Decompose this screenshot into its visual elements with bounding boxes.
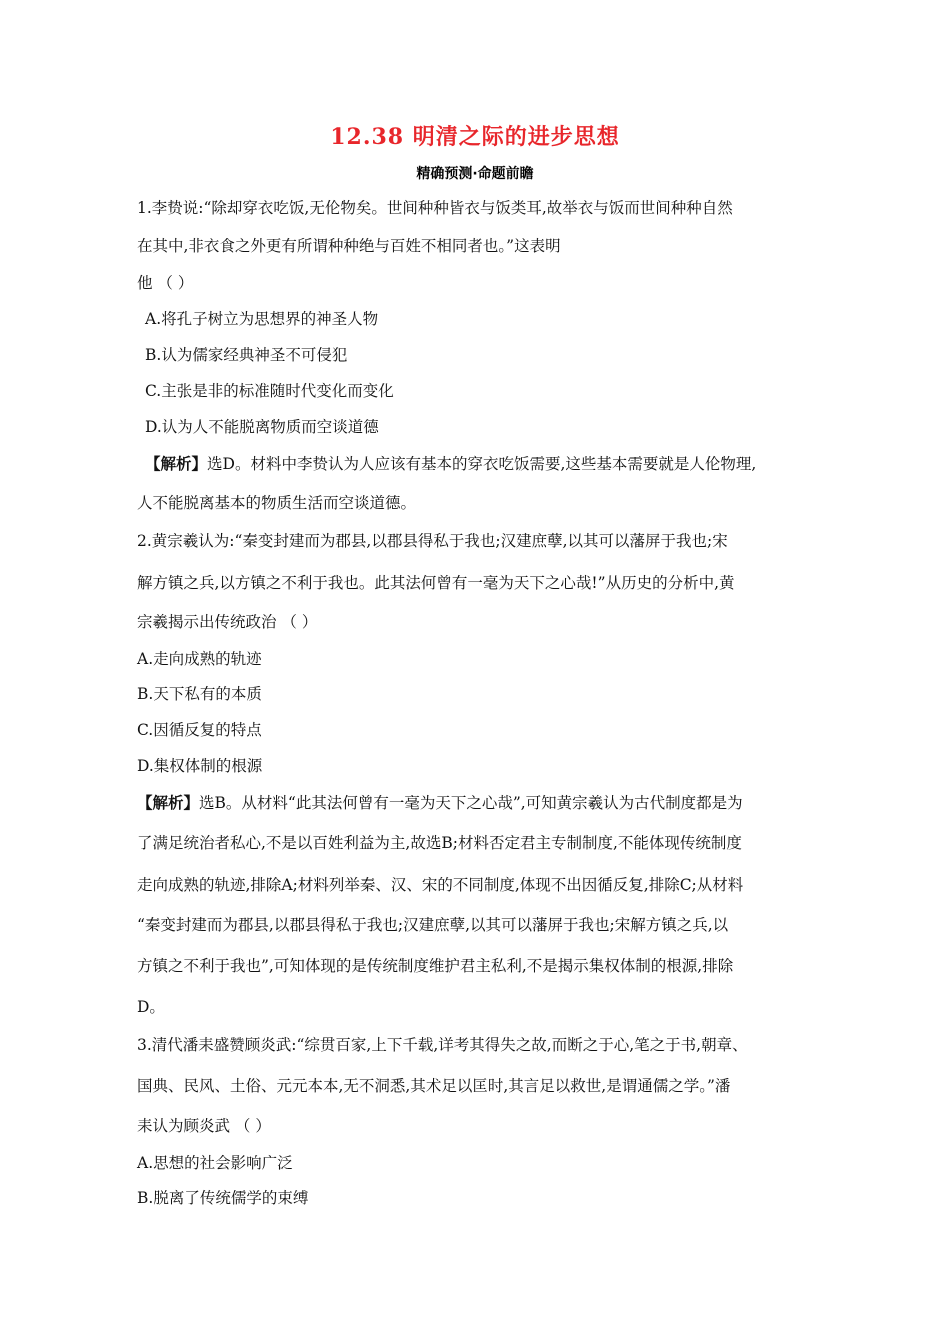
q1-option-c: C.主张是非的标准随时代变化而变化: [145, 382, 394, 400]
q1-option-d: D.认为人不能脱离物质而空谈道德: [145, 418, 379, 436]
q2-analysis-line-3: 走向成熟的轨迹,排除A;材料列举秦、汉、宋的不同制度,体现不出因循反复,排除C;从材料: [137, 876, 744, 894]
q2-analysis-line-6: D。: [137, 998, 165, 1016]
q1-analysis-line-1: [145, 454, 835, 474]
q2-analysis-line-5: 方镇之不利于我也”,可知体现的是传统制度维护君主私利,不是揭示集权体制的根源,排除: [137, 957, 734, 975]
q2-analysis-line-4: “秦变封建而为郡县,以郡县得私于我也;汉建庶孽,以其可以藩屏于我也;宋解方镇之兵,以: [137, 916, 729, 934]
q1-stem-line-3: 他 （ ）: [137, 274, 194, 292]
q1-analysis-tag: 【解析】: [145, 454, 208, 473]
q2-option-d: D.集权体制的根源: [137, 757, 263, 775]
q2-analysis-text: 选B。从材料“此其法何曾有一毫为天下之心哉”,可知黄宗羲认为古代制度都是为: [199, 794, 743, 812]
q2-stem-line-1: 2.黄宗羲认为:“秦变封建而为郡县,以郡县得私于我也;汉建庶孽,以其可以藩屏于我也;宋: [137, 532, 728, 550]
q2-analysis-line-2: 了满足统治者私心,不是以百姓利益为主,故选B;材料否定君主专制制度,不能体现传统制度: [137, 834, 742, 852]
q1-option-b: B.认为儒家经典神圣不可侵犯: [145, 346, 348, 364]
q2-stem-line-3: 宗羲揭示出传统政治 （ ）: [137, 613, 318, 631]
q3-stem-line-3: 耒认为顾炎武 （ ）: [137, 1117, 271, 1135]
document-title: 12.38 明清之际的进步思想: [330, 124, 620, 150]
q1-analysis-text: 选D。材料中李贽认为人应该有基本的穿衣吃饭需要,这些基本需要就是人伦物理,: [207, 455, 757, 473]
q3-option-b: B.脱离了传统儒学的束缚: [137, 1189, 309, 1207]
q1-stem-line-2: 在其中,非衣食之外更有所谓种种绝与百姓不相同者也。”这表明: [137, 237, 561, 255]
q2-option-c: C.因循反复的特点: [137, 721, 262, 739]
q3-stem-line-2: 国典、民风、土俗、元元本本,无不洞悉,其术足以匡时,其言足以救世,是谓通儒之学。”潘: [137, 1077, 731, 1095]
q2-analysis-tag: 【解析】: [137, 793, 200, 812]
document-subtitle: 精确预测·命题前瞻: [416, 166, 534, 182]
q2-analysis-line-1: [137, 793, 827, 813]
q2-stem-line-2: 解方镇之兵,以方镇之不利于我也。此其法何曾有一毫为天下之心哉!”从历史的分析中,黄: [137, 574, 735, 592]
q3-option-a: A.思想的社会影响广泛: [137, 1154, 293, 1172]
q1-stem-line-1: 1.李贽说:“除却穿衣吃饭,无伦物矣。世间种种皆衣与饭类耳,故举衣与饭而世间种种自然: [137, 199, 733, 217]
q1-option-a: A.将孔子树立为思想界的神圣人物: [145, 310, 379, 328]
q3-stem-line-1: 3.清代潘耒盛赞顾炎武:“综贯百家,上下千载,详考其得失之故,而断之于心,笔之于书,朝章、: [137, 1036, 748, 1054]
q1-analysis-line-2: 人不能脱离基本的物质生活而空谈道德。: [137, 494, 417, 512]
q2-option-a: A.走向成熟的轨迹: [137, 650, 262, 668]
q2-option-b: B.天下私有的本质: [137, 685, 262, 703]
